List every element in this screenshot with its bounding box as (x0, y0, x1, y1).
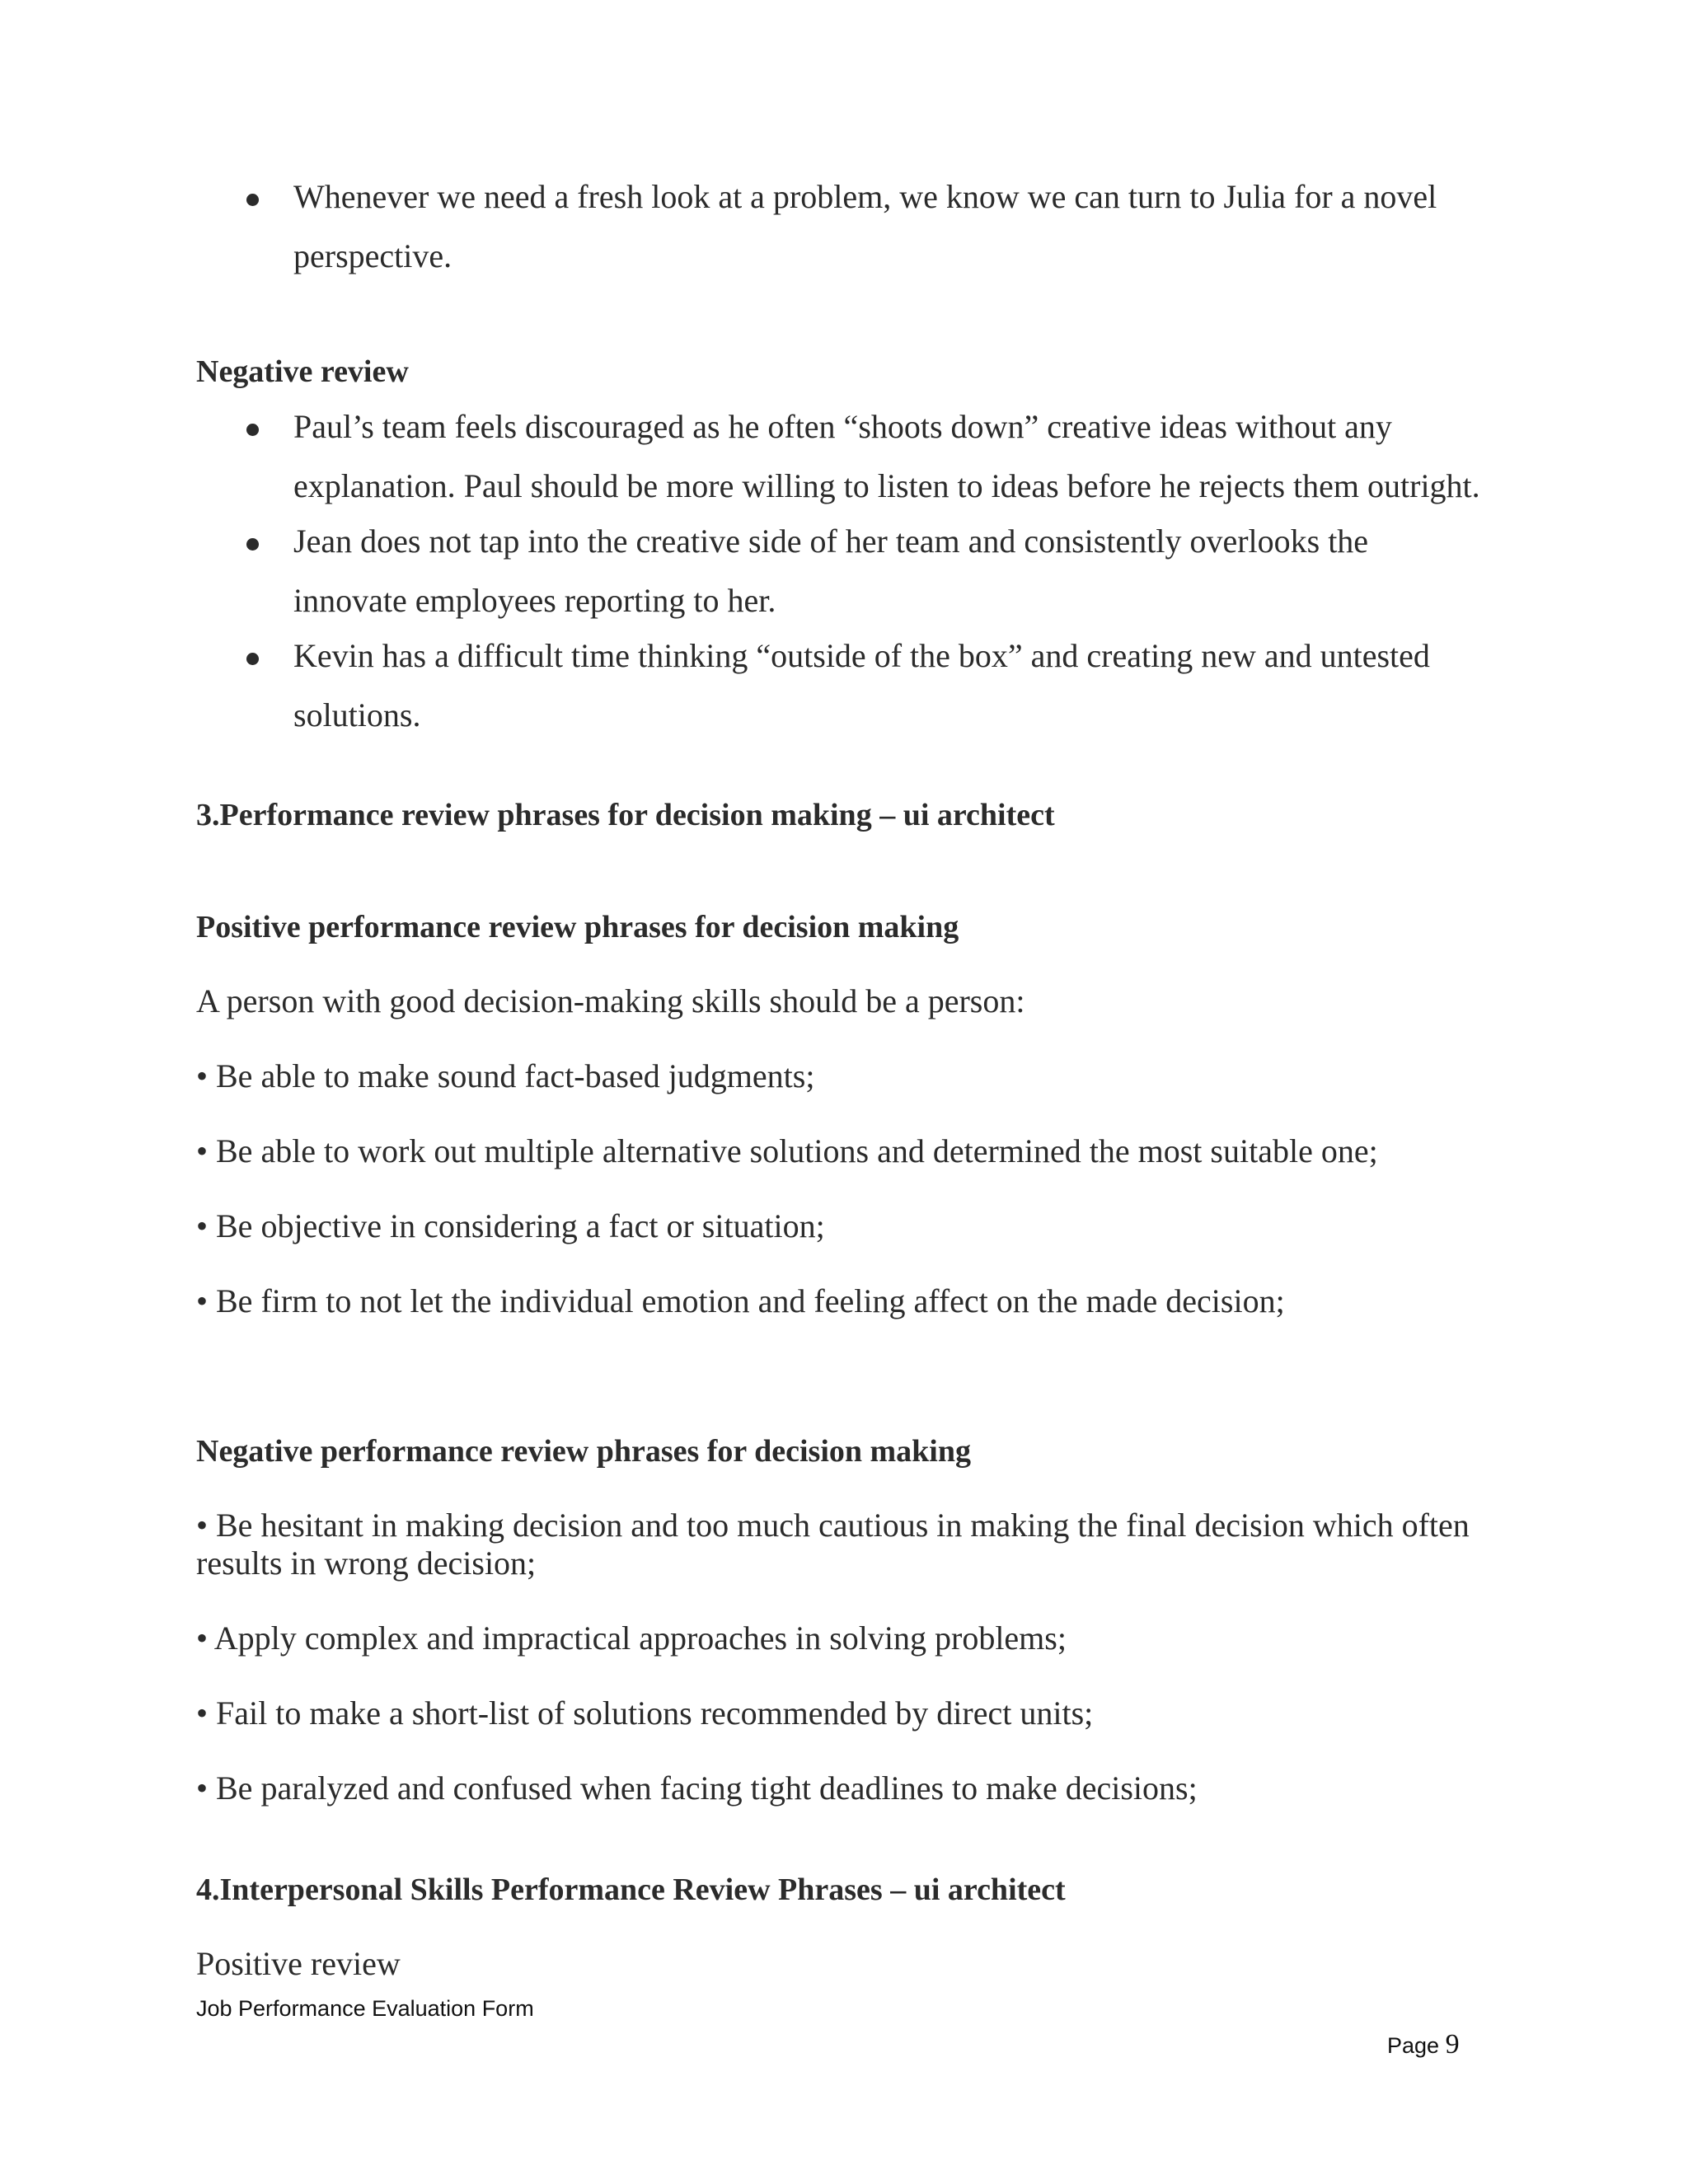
list-item-line: perspective. (293, 237, 452, 274)
list-item: • Be firm to not let the individual emotion and feeling affect on the made decision; (196, 1282, 1285, 1319)
subsection-heading: Positive performance review phrases for decision making (196, 910, 959, 944)
bullet-dot (246, 538, 259, 551)
list-item: • Apply complex and impractical approaches in solving problems; (196, 1619, 1067, 1657)
subsection-heading: Negative performance review phrases for decision making (196, 1434, 971, 1469)
list-item: • Fail to make a short-list of solutions recommended by direct units; (196, 1694, 1094, 1732)
list-item: • Be paralyzed and confused when facing tight deadlines to make decisions; (196, 1769, 1198, 1807)
list-item: • Be objective in considering a fact or situation; (196, 1207, 825, 1244)
footer-page-number (1387, 2029, 1460, 2060)
list-item-line: Jean does not tap into the creative side of her team and consistently overlooks the (293, 523, 1369, 560)
list-item-line: explanation. Paul should be more willing to listen to ideas before he rejects them outright. (293, 467, 1480, 504)
page-label: Page (1387, 2033, 1440, 2058)
section-heading: Negative review (196, 354, 409, 389)
list-item: • Be able to make sound fact-based judgments; (196, 1057, 815, 1094)
bullet-dot (246, 194, 259, 206)
list-item-line: innovate employees reporting to her. (293, 582, 776, 619)
section-title: 4.Interpersonal Skills Performance Review Phrases – ui architect (196, 1872, 1066, 1907)
page-number: 9 (1445, 2029, 1460, 2060)
section-title: 3.Performance review phrases for decision making – ui architect (196, 798, 1055, 832)
list-item-line: Kevin has a difficult time thinking “outside of the box” and creating new and untested (293, 637, 1430, 674)
footer-form-name: Job Performance Evaluation Form (196, 1996, 534, 2021)
paragraph: A person with good decision-making skills should be a person: (196, 982, 1025, 1019)
bullet-dot (246, 653, 259, 665)
subsection-heading: Positive review (196, 1945, 401, 1982)
list-item-line: • Be hesitant in making decision and too much cautious in making the final decision which often (196, 1507, 1470, 1544)
list-item-line: results in wrong decision; (196, 1544, 537, 1582)
list-item-line: Paul’s team feels discouraged as he often “shoots down” creative ideas without any (293, 408, 1392, 445)
list-item-line: solutions. (293, 696, 421, 733)
list-item-line: Whenever we need a fresh look at a problem, we know we can turn to Julia for a novel (293, 178, 1437, 215)
list-item: • Be able to work out multiple alternative solutions and determined the most suitable one; (196, 1132, 1378, 1169)
bullet-dot (246, 424, 259, 436)
